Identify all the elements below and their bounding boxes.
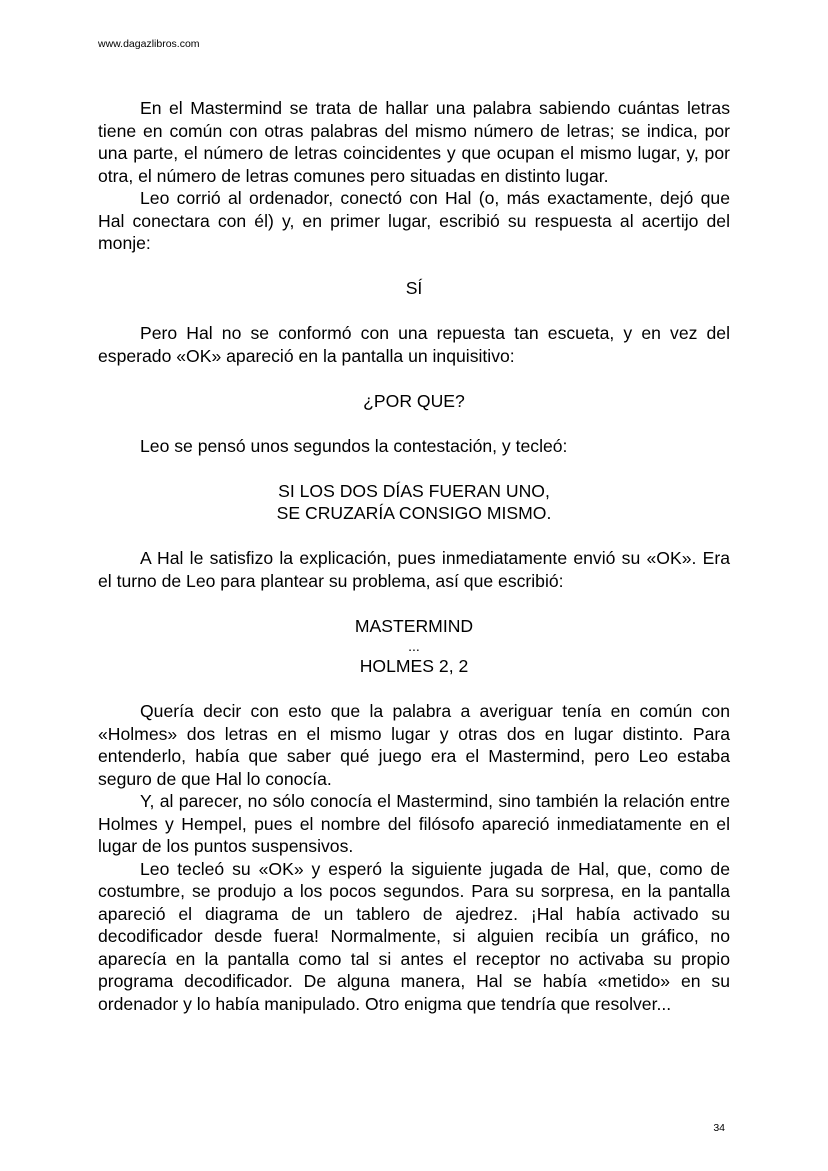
paragraph-leo-thinks: Leo se pensó unos segundos la contestación, y tecleó: [140, 435, 568, 456]
paragraph-hempel: Y, al parecer, no sólo conocía el Mastermind, sino también la relación entre Holmes y Hempel, pues el nombre del filósofo apareció inmediatamente en el lugar de los puntos suspensivos. [98, 791, 730, 856]
paragraph-mastermind-rules: En el Mastermind se trata de hallar una palabra sabiendo cuántas letras tiene en común con otras palabras del mismo número de letras; se indica, por una parte, el número de letras coincidentes y que ocupan el mismo lugar, y, por otra, el número de letras comunes pero situadas en distinto lugar. [98, 98, 730, 186]
screen-text-si: SÍ [405, 278, 423, 298]
explanation-line-1: SI LOS DOS DÍAS FUERAN UNO, [278, 480, 550, 501]
paragraph-holmes-meaning: Quería decir con esto que la palabra a averiguar tenía en común con «Holmes» dos letras en el mismo lugar y otras dos en lugar distinto. Para entenderlo, había que saber qué juego era el Mastermind, pero Leo estaba seguro de que Hal lo conocía. [98, 701, 730, 789]
screen-text-mastermind [98, 615, 730, 678]
screen-text-explanation [98, 480, 730, 525]
paragraph-chessboard: Leo tecleó su «OK» y esperó la siguiente jugada de Hal, que, como de costumbre, se produjo a los pocos segundos. Para su sorpresa, en la pantalla apareció el diagrama de un tablero de ajedrez. ¡Hal había activado su decodificador desde fuera! Normalmente, si alguien recibía un gráfico, no aparecía en la pantalla como tal si antes el receptor no activaba su propio programa decodificador. De alguna manera, Hal se había «metido» en su ordenador y lo había manipulado. Otro enigma que tendría que resolver... [98, 858, 730, 1014]
mastermind-title: MASTERMIND [354, 615, 474, 636]
header-url: www.dagazlibros.com [98, 38, 200, 50]
page-body [98, 97, 730, 1015]
mastermind-clue: HOLMES 2, 2 [359, 656, 469, 676]
screen-text-por-que: ¿POR QUE? [363, 390, 465, 411]
page-number: 34 [713, 1122, 725, 1134]
paragraph-hal-ok: A Hal le satisfizo la explicación, pues inmediatamente envió su «OK». Era el turno de Leo para plantear su problema, así que escribió: [98, 548, 730, 591]
explanation-line-2: SE CRUZARÍA CONSIGO MISMO. [276, 503, 552, 523]
mastermind-dots: ... [408, 638, 420, 654]
paragraph-hal-reply: Pero Hal no se conformó con una repuesta tan escueta, y en vez del esperado «OK» apareció en la pantalla un inquisitivo: [98, 323, 730, 366]
paragraph-leo-answer: Leo corrió al ordenador, conectó con Hal (o, más exactamente, dejó que Hal conectara con él) y, en primer lugar, escribió su respuesta al acertijo del monje: [98, 188, 730, 253]
